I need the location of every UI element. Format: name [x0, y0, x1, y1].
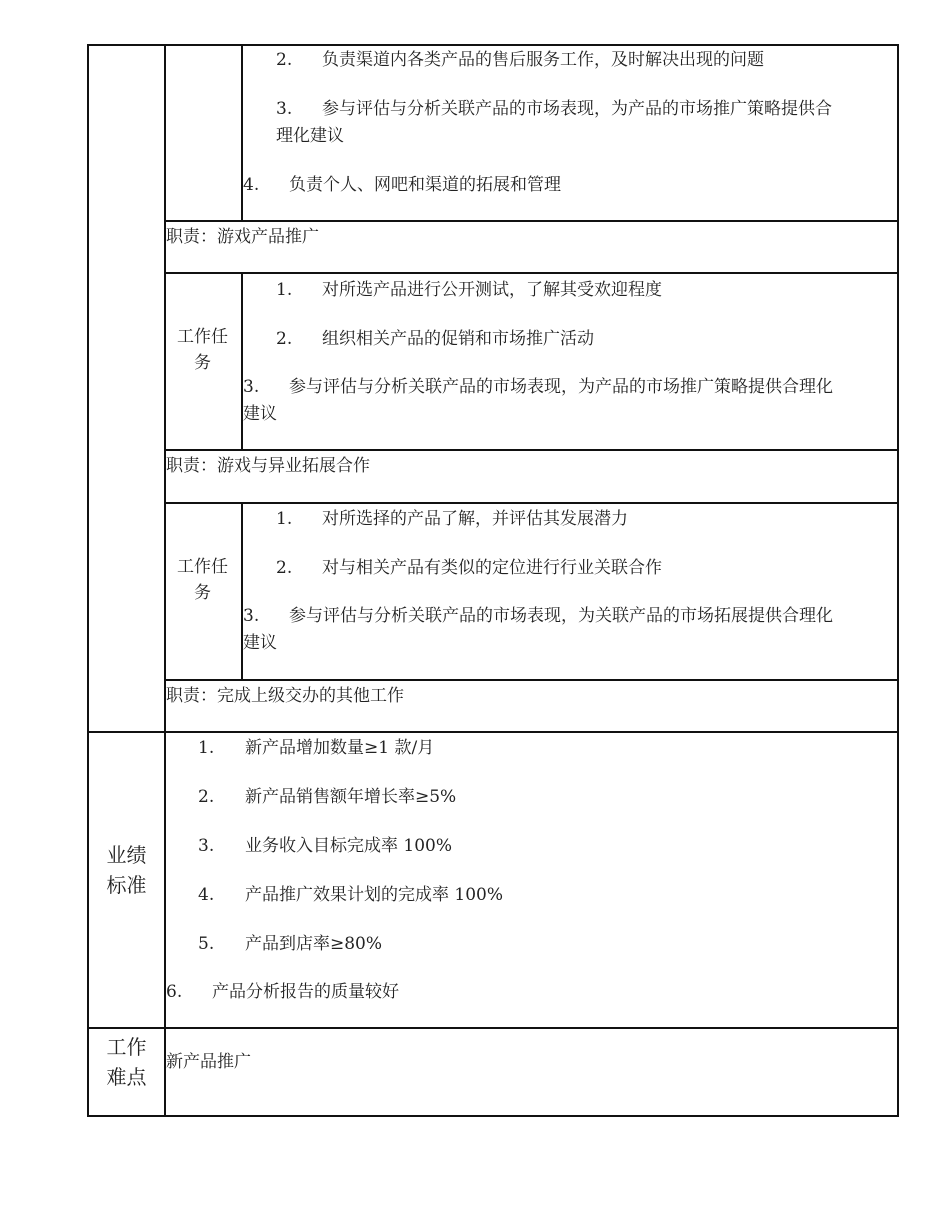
list-item-text: 对所选产品进行公开测试，了解其受欢迎程度 [322, 280, 662, 300]
list-item-text: 产品到店率≥80% [245, 934, 383, 954]
column-separator-task-3 [241, 503, 243, 681]
section-separator-performance [87, 731, 899, 733]
list-item-text: 参与评估与分析关联产品的市场表现，为关联产品的市场拓展提供合理化 [289, 606, 833, 626]
list-item-number: 2. [276, 329, 293, 349]
list-item-text: 产品分析报告的质量较好 [212, 982, 399, 1002]
list-item-text-continued: 建议 [243, 404, 277, 424]
section-separator-difficulty [87, 1027, 899, 1029]
list-item-text: 参与评估与分析关联产品的市场表现，为产品的市场推广策略提供合理化 [289, 377, 833, 397]
list-item-number: 1. [276, 509, 293, 529]
list-item-number: 4. [243, 175, 260, 195]
list-item-text: 负责个人、网吧和渠道的拓展和管理 [289, 175, 561, 195]
difficulty-label-text: 工作难点 [106, 1035, 147, 1089]
row-separator [164, 272, 899, 274]
list-item-number: 5. [198, 934, 215, 954]
duty-heading-game-promotion: 职责：游戏产品推广 [166, 227, 319, 247]
table-left-border [87, 44, 89, 1117]
list-item-number: 4. [198, 885, 215, 905]
duty-heading-other-work: 职责：完成上级交办的其他工作 [166, 686, 404, 706]
row-separator [164, 449, 899, 451]
row-separator [164, 679, 899, 681]
difficulty-label [89, 1032, 164, 1092]
row-separator [164, 502, 899, 504]
duty-heading-cross-industry: 职责：游戏与异业拓展合作 [166, 456, 370, 476]
table-bottom-border [87, 1115, 899, 1117]
table-top-border [87, 44, 899, 46]
task-label [166, 554, 239, 606]
difficulty-text: 新产品推广 [166, 1052, 251, 1072]
list-item-number: 6. [166, 982, 183, 1002]
list-item-text: 组织相关产品的促销和市场推广活动 [322, 329, 594, 349]
row-separator [164, 220, 899, 222]
list-item-text: 产品推广效果计划的完成率 100% [245, 885, 504, 905]
list-item-number: 3. [243, 377, 260, 397]
list-item-text: 负责渠道内各类产品的售后服务工作，及时解决出现的问题 [322, 50, 764, 70]
list-item-text-continued: 理化建议 [276, 126, 344, 146]
list-item-number: 2. [276, 558, 293, 578]
list-item-number: 3. [198, 836, 215, 856]
list-item-number: 2. [198, 787, 215, 807]
performance-label [89, 840, 164, 900]
list-item-number: 1. [198, 738, 215, 758]
list-item-text: 新产品销售额年增长率≥5% [245, 787, 457, 807]
list-item-number: 2. [276, 50, 293, 70]
list-item-text: 对所选择的产品了解，并评估其发展潜力 [322, 509, 628, 529]
task-label-text: 工作任务 [177, 557, 228, 603]
task-label-text: 工作任务 [177, 327, 228, 373]
list-item-text: 新产品增加数量≥1 款/月 [245, 738, 435, 758]
list-item-number: 1. [276, 280, 293, 300]
list-item-number: 3. [276, 99, 293, 119]
list-item-text: 对与相关产品有类似的定位进行行业关联合作 [322, 558, 662, 578]
list-item-text-continued: 建议 [243, 633, 277, 653]
table-right-border [897, 44, 899, 1117]
performance-label-text: 业绩标准 [106, 843, 147, 897]
task-label [166, 324, 239, 376]
list-item-number: 3. [243, 606, 260, 626]
list-item-text: 业务收入目标完成率 100% [245, 836, 453, 856]
list-item-text: 参与评估与分析关联产品的市场表现，为产品的市场推广策略提供合 [322, 99, 832, 119]
